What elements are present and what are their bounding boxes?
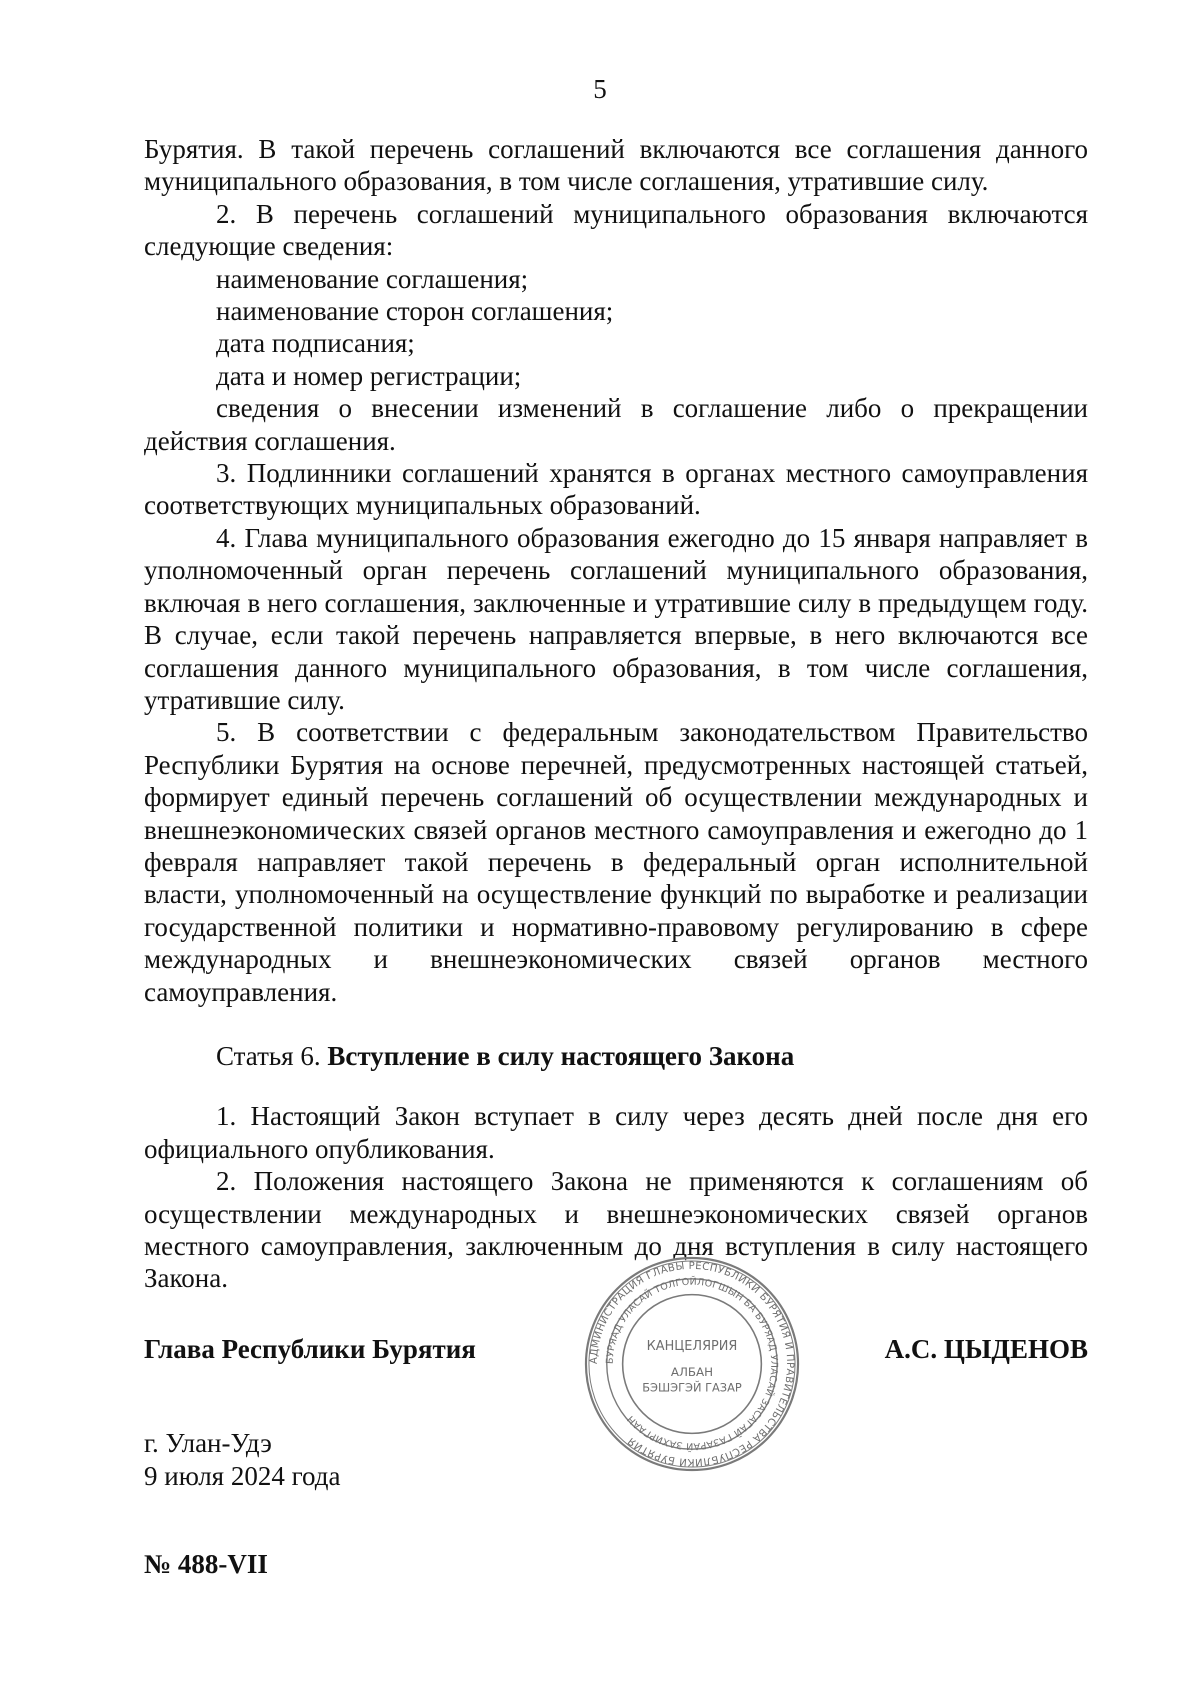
document-body <box>144 133 1088 1295</box>
seal-outer-text: АДМИНИСТРАЦИЯ ГЛАВЫ РЕСПУБЛИКИ БУРЯТИЯ И ПРАВИТЕЛЬСТВА РЕСПУБЛИКИ БУРЯТИЯ <box>588 1260 796 1468</box>
list-item: сведения о внесении изменений в соглашение либо о прекращении действия соглашения. <box>144 393 1088 456</box>
list-item: дата и номер регистрации; <box>216 360 522 391</box>
paragraph-3: 3. Подлинники соглашений хранятся в органах местного самоуправления соответствующих муниципальных образований. <box>144 458 1088 521</box>
paragraph-5: 5. В соответствии с федеральным законодательством Правительство Республики Бурятия на основе перечней, предусмотренных настоящей статьей, формирует единый перечень соглашений об осуществлении международных и внешнеэкономических связей органов местного самоуправления и ежегодно до 1 февраля направляет такой перечень в федеральный орган исполнительной власти, уполномоченный на осуществление функций по выработке и реализации государственной политики и нормативно-правовому регулированию в сфере международных и внешнеэкономических связей органов местного самоуправления. <box>144 717 1088 1007</box>
article-title: Вступление в силу настоящего Закона <box>327 1040 795 1071</box>
seal-center-line-1: КАНЦЕЛЯРИЯ <box>646 1339 738 1355</box>
seal-center-line-2: АЛБАН <box>670 1364 714 1379</box>
list-item: наименование соглашения; <box>216 263 529 294</box>
date: 9 июля 2024 года <box>144 1461 341 1491</box>
article-6-paragraph-1: 1. Настоящий Закон вступает в силу через десять дней после дня его официального опубликования. <box>144 1101 1088 1164</box>
seal-inner-text: БУРЯАД УЛАСАЙ ТОЛГОЙЛОГШЫН БА БУРЯАД УЛАСАЙ ЗАСАГАЙ ГАЗАРАЙ ЗАХИРГААН <box>604 1276 780 1452</box>
article-heading <box>144 1040 1088 1072</box>
list-item: дата подписания; <box>216 328 415 359</box>
article-6-paragraph-2: 2. Положения настоящего Закона не применяются к соглашениям об осуществлении международных и внешнеэкономических связей органов местного самоуправления, заключенным до дня вступления в силу настоящего Закона. <box>144 1166 1088 1294</box>
paragraph-continuation: Бурятия. В такой перечень соглашений включаются все соглашения данного муниципального образования, в том числе соглашения, утратившие силу. <box>144 134 1088 197</box>
paragraph-4: 4. Глава муниципального образования ежегодно до 15 января направляет в уполномоченный орган перечень соглашений муниципального образования, включая в него соглашения, заключенные и утратившие силу в предыдущем году. В случае, если такой перечень направляется впервые, в него включаются все соглашения данного муниципального образования, в том числе соглашения, утратившие силу. <box>144 522 1088 715</box>
page-number: 5 <box>593 74 607 104</box>
seal-center-line-3: БЭШЭГЭЙ ГАЗАР <box>642 1380 742 1395</box>
article-prefix: Статья 6. <box>216 1040 321 1071</box>
signatory-name: А.С. ЦЫДЕНОВ <box>884 1334 1088 1364</box>
official-seal-stamp <box>583 1255 801 1473</box>
list-item: наименование сторон соглашения; <box>216 296 614 327</box>
place: г. Улан-Удэ <box>144 1428 272 1458</box>
paragraph-2: 2. В перечень соглашений муниципального образования включаются следующие сведения: <box>144 198 1088 262</box>
signatory-position: Глава Республики Бурятия <box>144 1334 476 1364</box>
law-number: № 488-VII <box>144 1549 268 1579</box>
